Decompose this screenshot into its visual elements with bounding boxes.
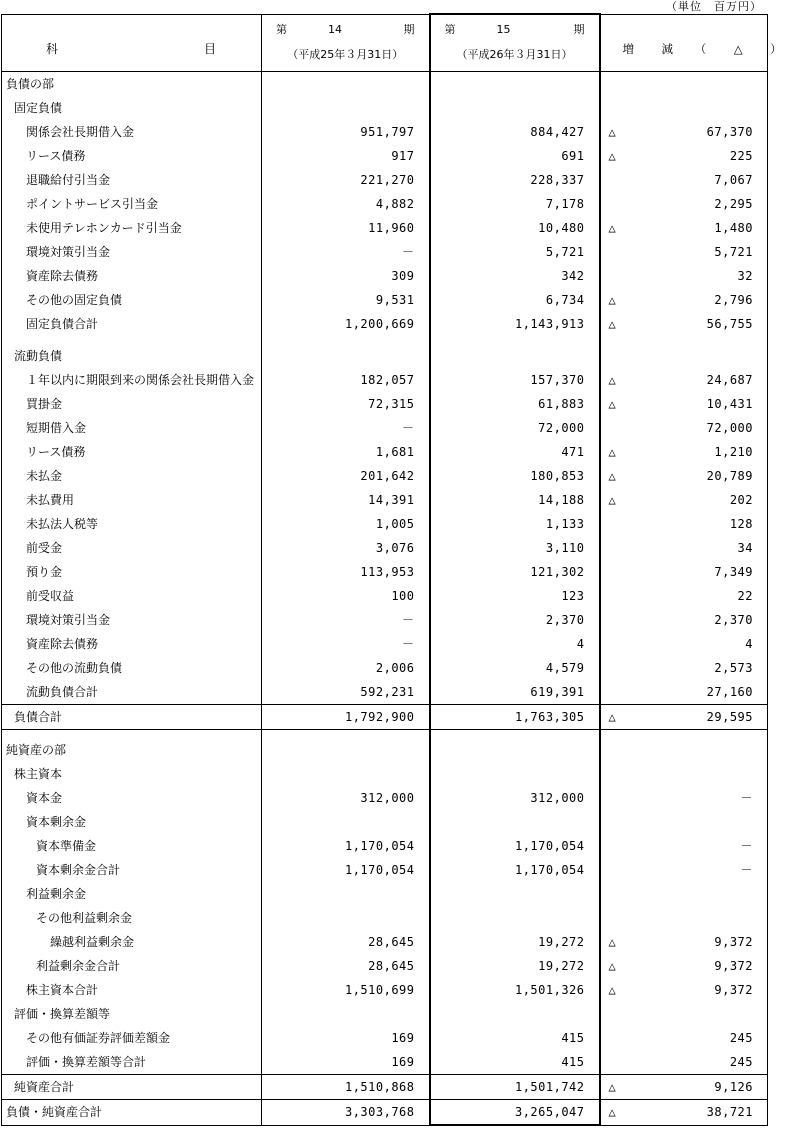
change-amount: － bbox=[740, 791, 753, 805]
table-row bbox=[2, 584, 768, 608]
table-row bbox=[2, 344, 768, 368]
p15-ki: 期 bbox=[573, 23, 585, 36]
value-change bbox=[600, 1050, 768, 1075]
value-change bbox=[600, 656, 768, 680]
value-period-14: 592,231 bbox=[262, 680, 430, 705]
value-period-14: 1,200,669 bbox=[262, 312, 430, 336]
value-period-15: 19,272 bbox=[430, 954, 600, 978]
value-period-14: 182,057 bbox=[262, 368, 430, 392]
table-row bbox=[2, 416, 768, 440]
row-label: 未払金 bbox=[2, 464, 262, 488]
negative-triangle-marker: △ bbox=[608, 1080, 617, 1094]
value-change bbox=[600, 368, 768, 392]
table-row bbox=[2, 216, 768, 240]
negative-triangle-marker: △ bbox=[608, 1105, 617, 1120]
table-row bbox=[2, 72, 768, 97]
table-row bbox=[2, 656, 768, 680]
change-amount: 20,789 bbox=[706, 469, 753, 483]
value-period-14 bbox=[262, 762, 430, 786]
value-change bbox=[600, 440, 768, 464]
change-amount: 2,796 bbox=[714, 293, 753, 307]
value-period-15: 61,883 bbox=[430, 392, 600, 416]
value-change bbox=[600, 906, 768, 930]
value-change bbox=[600, 312, 768, 336]
table-row bbox=[2, 392, 768, 416]
table-row bbox=[2, 464, 768, 488]
table-row bbox=[2, 488, 768, 512]
row-label: 関係会社長期借入金 bbox=[2, 120, 262, 144]
value-period-14: 3,076 bbox=[262, 536, 430, 560]
value-change bbox=[600, 632, 768, 656]
change-amount: 128 bbox=[729, 517, 753, 531]
value-period-14: 2,006 bbox=[262, 656, 430, 680]
value-period-14: － bbox=[262, 416, 430, 440]
value-period-14: 201,642 bbox=[262, 464, 430, 488]
row-label: 買掛金 bbox=[2, 392, 262, 416]
negative-triangle-marker: △ bbox=[608, 493, 617, 507]
value-change bbox=[600, 464, 768, 488]
p14-ki: 期 bbox=[403, 22, 415, 36]
table-row bbox=[2, 680, 768, 705]
value-period-14: 72,315 bbox=[262, 392, 430, 416]
unit-label: （単位 百万円） bbox=[666, 0, 762, 13]
table-row bbox=[2, 786, 768, 810]
value-period-15: 471 bbox=[430, 440, 600, 464]
balance-sheet-table bbox=[1, 13, 790, 1126]
value-change bbox=[600, 1075, 768, 1100]
value-period-15: 415 bbox=[430, 1026, 600, 1050]
table-row bbox=[2, 440, 768, 464]
value-period-14: 917 bbox=[262, 144, 430, 168]
row-label: 固定負債 bbox=[2, 96, 262, 120]
value-period-14: 951,797 bbox=[262, 120, 430, 144]
row-label: リース債務 bbox=[2, 440, 262, 464]
value-change bbox=[600, 954, 768, 978]
negative-triangle-marker: △ bbox=[608, 125, 617, 139]
value-period-15: 3,110 bbox=[430, 536, 600, 560]
table-row bbox=[2, 810, 768, 834]
row-label: ポイントサービス引当金 bbox=[2, 192, 262, 216]
change-amount: 7,349 bbox=[714, 565, 753, 579]
change-amount: 32 bbox=[737, 269, 753, 283]
value-change bbox=[600, 1002, 768, 1026]
table-row bbox=[2, 762, 768, 786]
value-change bbox=[600, 738, 768, 762]
row-label: 評価・換算差額等 bbox=[2, 1002, 262, 1026]
change-amount: 38,721 bbox=[706, 1105, 753, 1120]
value-period-15: 157,370 bbox=[430, 368, 600, 392]
change-label: 増 減 （ △ ） bbox=[622, 41, 790, 56]
row-label: 未払費用 bbox=[2, 488, 262, 512]
value-change bbox=[600, 168, 768, 192]
value-period-14: 11,960 bbox=[262, 216, 430, 240]
value-period-15: 1,501,326 bbox=[430, 978, 600, 1002]
row-label: 流動負債 bbox=[2, 344, 262, 368]
row-label: リース債務 bbox=[2, 144, 262, 168]
change-amount: 245 bbox=[729, 1055, 753, 1069]
table-row bbox=[2, 512, 768, 536]
value-period-15: 1,143,913 bbox=[430, 312, 600, 336]
value-period-14: － bbox=[262, 608, 430, 632]
row-label: その他利益剰余金 bbox=[2, 906, 262, 930]
value-period-15 bbox=[430, 344, 600, 368]
value-period-15: 342 bbox=[430, 264, 600, 288]
value-period-15: 312,000 bbox=[430, 786, 600, 810]
value-period-15: 1,501,742 bbox=[430, 1075, 600, 1100]
row-label: 利益剰余金 bbox=[2, 882, 262, 906]
value-period-14: 100 bbox=[262, 584, 430, 608]
value-change bbox=[600, 216, 768, 240]
value-period-15: 5,721 bbox=[430, 240, 600, 264]
value-period-14 bbox=[262, 344, 430, 368]
value-period-14: 28,645 bbox=[262, 954, 430, 978]
table-row bbox=[2, 312, 768, 336]
negative-triangle-marker: △ bbox=[608, 149, 617, 163]
value-period-15 bbox=[430, 96, 600, 120]
value-period-15 bbox=[430, 882, 600, 906]
row-label: 純資産合計 bbox=[2, 1075, 262, 1100]
row-label: 負債の部 bbox=[2, 72, 262, 97]
value-period-15: 228,337 bbox=[430, 168, 600, 192]
value-change bbox=[600, 584, 768, 608]
change-amount: 9,372 bbox=[714, 959, 753, 973]
value-period-15: 7,178 bbox=[430, 192, 600, 216]
negative-triangle-marker: △ bbox=[608, 397, 617, 411]
table-row bbox=[2, 168, 768, 192]
table-row bbox=[2, 1075, 768, 1100]
subject-label-2: 目 bbox=[204, 41, 217, 56]
row-label: 資本金 bbox=[2, 786, 262, 810]
negative-triangle-marker: △ bbox=[608, 710, 617, 724]
negative-triangle-marker: △ bbox=[608, 469, 617, 483]
value-period-14: 3,303,768 bbox=[262, 1100, 430, 1126]
row-label: 資産除去債務 bbox=[2, 264, 262, 288]
change-amount: 22 bbox=[737, 589, 753, 603]
value-period-14: － bbox=[262, 240, 430, 264]
table-row bbox=[2, 1100, 768, 1126]
value-change bbox=[600, 560, 768, 584]
negative-triangle-marker: △ bbox=[608, 293, 617, 307]
value-period-14: 1,170,054 bbox=[262, 834, 430, 858]
value-period-15: 121,302 bbox=[430, 560, 600, 584]
change-amount: 5,721 bbox=[714, 245, 753, 259]
value-change bbox=[600, 930, 768, 954]
period-14-header bbox=[262, 14, 430, 72]
negative-triangle-marker: △ bbox=[608, 959, 617, 973]
change-amount: 245 bbox=[729, 1031, 753, 1045]
table-row bbox=[2, 1002, 768, 1026]
table-row bbox=[2, 608, 768, 632]
negative-triangle-marker: △ bbox=[608, 221, 617, 235]
period-15-header bbox=[430, 14, 600, 72]
table-row bbox=[2, 288, 768, 312]
change-amount: 1,480 bbox=[714, 221, 753, 235]
change-amount: 9,372 bbox=[714, 983, 753, 997]
value-change bbox=[600, 978, 768, 1002]
change-amount: 72,000 bbox=[706, 421, 753, 435]
value-period-15: 3,265,047 bbox=[430, 1100, 600, 1126]
value-period-14: 28,645 bbox=[262, 930, 430, 954]
negative-triangle-marker: △ bbox=[608, 983, 617, 997]
value-period-15: 10,480 bbox=[430, 216, 600, 240]
value-period-14: 312,000 bbox=[262, 786, 430, 810]
row-label: その他の流動負債 bbox=[2, 656, 262, 680]
table-row bbox=[2, 1050, 768, 1075]
table-row bbox=[2, 144, 768, 168]
value-change bbox=[600, 810, 768, 834]
change-amount: 56,755 bbox=[706, 317, 753, 331]
value-period-15 bbox=[430, 810, 600, 834]
value-change bbox=[600, 762, 768, 786]
value-change bbox=[600, 240, 768, 264]
value-period-15 bbox=[430, 906, 600, 930]
row-label: 株主資本合計 bbox=[2, 978, 262, 1002]
change-amount: 225 bbox=[729, 149, 753, 163]
value-change bbox=[600, 392, 768, 416]
change-amount: 34 bbox=[737, 541, 753, 555]
table-row bbox=[2, 368, 768, 392]
value-period-15: 1,170,054 bbox=[430, 858, 600, 882]
p15-num: 15 bbox=[496, 23, 511, 36]
value-period-14: 14,391 bbox=[262, 488, 430, 512]
table-row bbox=[2, 120, 768, 144]
value-period-15: 1,170,054 bbox=[430, 834, 600, 858]
row-label: 環境対策引当金 bbox=[2, 608, 262, 632]
row-label: 固定負債合計 bbox=[2, 312, 262, 336]
value-period-15: 180,853 bbox=[430, 464, 600, 488]
row-label: 未払法人税等 bbox=[2, 512, 262, 536]
value-period-15: 19,272 bbox=[430, 930, 600, 954]
value-period-15 bbox=[430, 738, 600, 762]
row-label: 前受収益 bbox=[2, 584, 262, 608]
value-change bbox=[600, 1100, 768, 1126]
change-amount: 202 bbox=[729, 493, 753, 507]
value-period-14 bbox=[262, 882, 430, 906]
row-label: １年以内に期限到来の関係会社長期借入金 bbox=[2, 368, 262, 392]
row-label: 株主資本 bbox=[2, 762, 262, 786]
value-change bbox=[600, 144, 768, 168]
negative-triangle-marker: △ bbox=[608, 373, 617, 387]
table-row bbox=[2, 192, 768, 216]
value-period-15 bbox=[430, 1002, 600, 1026]
value-period-14: 169 bbox=[262, 1050, 430, 1075]
value-change bbox=[600, 264, 768, 288]
change-amount: 27,160 bbox=[706, 685, 753, 699]
value-change bbox=[600, 96, 768, 120]
value-change bbox=[600, 1026, 768, 1050]
value-change bbox=[600, 120, 768, 144]
table-row bbox=[2, 738, 768, 762]
value-period-15: 6,734 bbox=[430, 288, 600, 312]
value-change bbox=[600, 680, 768, 705]
subject-label-1: 科 bbox=[46, 41, 59, 56]
value-period-15: 72,000 bbox=[430, 416, 600, 440]
row-label: 繰越利益剰余金 bbox=[2, 930, 262, 954]
value-period-14 bbox=[262, 96, 430, 120]
change-amount: 9,126 bbox=[714, 1080, 753, 1094]
change-amount: 7,067 bbox=[714, 173, 753, 187]
value-change bbox=[600, 288, 768, 312]
change-amount: 2,370 bbox=[714, 613, 753, 627]
subject-header bbox=[2, 14, 262, 72]
value-period-15: 1,763,305 bbox=[430, 705, 600, 730]
row-label: 資本剰余金合計 bbox=[2, 858, 262, 882]
value-change bbox=[600, 488, 768, 512]
value-change bbox=[600, 882, 768, 906]
table-row bbox=[2, 930, 768, 954]
value-change bbox=[600, 344, 768, 368]
row-label: 退職給付引当金 bbox=[2, 168, 262, 192]
value-change bbox=[600, 416, 768, 440]
table-row bbox=[2, 96, 768, 120]
value-period-15: 4,579 bbox=[430, 656, 600, 680]
value-period-15: 123 bbox=[430, 584, 600, 608]
value-period-15: 1,133 bbox=[430, 512, 600, 536]
value-change bbox=[600, 72, 768, 97]
value-change bbox=[600, 705, 768, 730]
table-row bbox=[2, 882, 768, 906]
table-row bbox=[2, 560, 768, 584]
change-amount: － bbox=[740, 863, 753, 877]
change-amount: 67,370 bbox=[706, 125, 753, 139]
value-period-14 bbox=[262, 906, 430, 930]
p15-dai: 第 bbox=[444, 23, 456, 36]
p14-num: 14 bbox=[328, 22, 342, 36]
value-period-14: 1,792,900 bbox=[262, 705, 430, 730]
table-row bbox=[2, 1026, 768, 1050]
table-row bbox=[2, 978, 768, 1002]
value-period-14 bbox=[262, 810, 430, 834]
table-row bbox=[2, 834, 768, 858]
row-label: 利益剰余金合計 bbox=[2, 954, 262, 978]
value-change bbox=[600, 858, 768, 882]
change-amount: 9,372 bbox=[714, 935, 753, 949]
value-change bbox=[600, 512, 768, 536]
value-period-14: 1,681 bbox=[262, 440, 430, 464]
value-period-15: 4 bbox=[430, 632, 600, 656]
p15-date: （平成26年３月31日） bbox=[456, 48, 573, 61]
row-label: 純資産の部 bbox=[2, 738, 262, 762]
value-period-15 bbox=[430, 72, 600, 97]
p14-dai: 第 bbox=[276, 22, 287, 36]
value-period-14: 9,531 bbox=[262, 288, 430, 312]
value-change bbox=[600, 608, 768, 632]
change-amount: 29,595 bbox=[706, 710, 753, 724]
change-amount: 10,431 bbox=[706, 397, 753, 411]
value-change bbox=[600, 192, 768, 216]
table-row bbox=[2, 705, 768, 730]
negative-triangle-marker: △ bbox=[608, 445, 617, 459]
value-period-14 bbox=[262, 1002, 430, 1026]
change-amount: 2,295 bbox=[714, 197, 753, 211]
value-period-14: 1,510,699 bbox=[262, 978, 430, 1002]
table-row bbox=[2, 906, 768, 930]
value-period-14: 1,170,054 bbox=[262, 858, 430, 882]
table-row bbox=[2, 858, 768, 882]
row-label: 資本準備金 bbox=[2, 834, 262, 858]
value-period-15: 884,427 bbox=[430, 120, 600, 144]
row-label: 負債・純資産合計 bbox=[2, 1100, 262, 1126]
value-period-14: 169 bbox=[262, 1026, 430, 1050]
change-amount: － bbox=[740, 839, 753, 853]
value-change bbox=[600, 536, 768, 560]
row-label: その他有価証券評価差額金 bbox=[2, 1026, 262, 1050]
change-amount: 4 bbox=[745, 637, 753, 651]
row-label: 短期借入金 bbox=[2, 416, 262, 440]
row-label: 資本剰余金 bbox=[2, 810, 262, 834]
row-label: 資産除去債務 bbox=[2, 632, 262, 656]
header-row bbox=[2, 14, 768, 72]
value-period-14: 4,882 bbox=[262, 192, 430, 216]
p14-date: （平成25年３月31日） bbox=[287, 47, 404, 61]
value-change bbox=[600, 786, 768, 810]
table-row bbox=[2, 264, 768, 288]
row-label: 未使用テレホンカード引当金 bbox=[2, 216, 262, 240]
value-period-15: 691 bbox=[430, 144, 600, 168]
value-period-14: 309 bbox=[262, 264, 430, 288]
spacer-row bbox=[2, 730, 768, 739]
spacer-row bbox=[2, 336, 768, 344]
value-change bbox=[600, 834, 768, 858]
value-period-14: 1,510,868 bbox=[262, 1075, 430, 1100]
row-label: 前受金 bbox=[2, 536, 262, 560]
negative-triangle-marker: △ bbox=[608, 935, 617, 949]
table-row bbox=[2, 536, 768, 560]
value-period-14: 113,953 bbox=[262, 560, 430, 584]
value-period-15: 2,370 bbox=[430, 608, 600, 632]
value-period-14: － bbox=[262, 632, 430, 656]
value-period-15: 619,391 bbox=[430, 680, 600, 705]
table-row bbox=[2, 240, 768, 264]
row-label: 負債合計 bbox=[2, 705, 262, 730]
row-label: 流動負債合計 bbox=[2, 680, 262, 705]
change-header bbox=[600, 14, 790, 72]
value-period-15 bbox=[430, 762, 600, 786]
row-label: 預り金 bbox=[2, 560, 262, 584]
change-amount: 1,210 bbox=[714, 445, 753, 459]
row-label: 環境対策引当金 bbox=[2, 240, 262, 264]
change-amount: 2,573 bbox=[714, 661, 753, 675]
value-period-15: 14,188 bbox=[430, 488, 600, 512]
row-label: 評価・換算差額等合計 bbox=[2, 1050, 262, 1075]
value-period-14 bbox=[262, 72, 430, 97]
row-label: その他の固定負債 bbox=[2, 288, 262, 312]
table-body bbox=[2, 72, 768, 1126]
value-period-14: 1,005 bbox=[262, 512, 430, 536]
value-period-14: 221,270 bbox=[262, 168, 430, 192]
value-period-14 bbox=[262, 738, 430, 762]
value-period-15: 415 bbox=[430, 1050, 600, 1075]
change-amount: 24,687 bbox=[706, 373, 753, 387]
negative-triangle-marker: △ bbox=[608, 317, 617, 331]
table-row bbox=[2, 632, 768, 656]
table-row bbox=[2, 954, 768, 978]
